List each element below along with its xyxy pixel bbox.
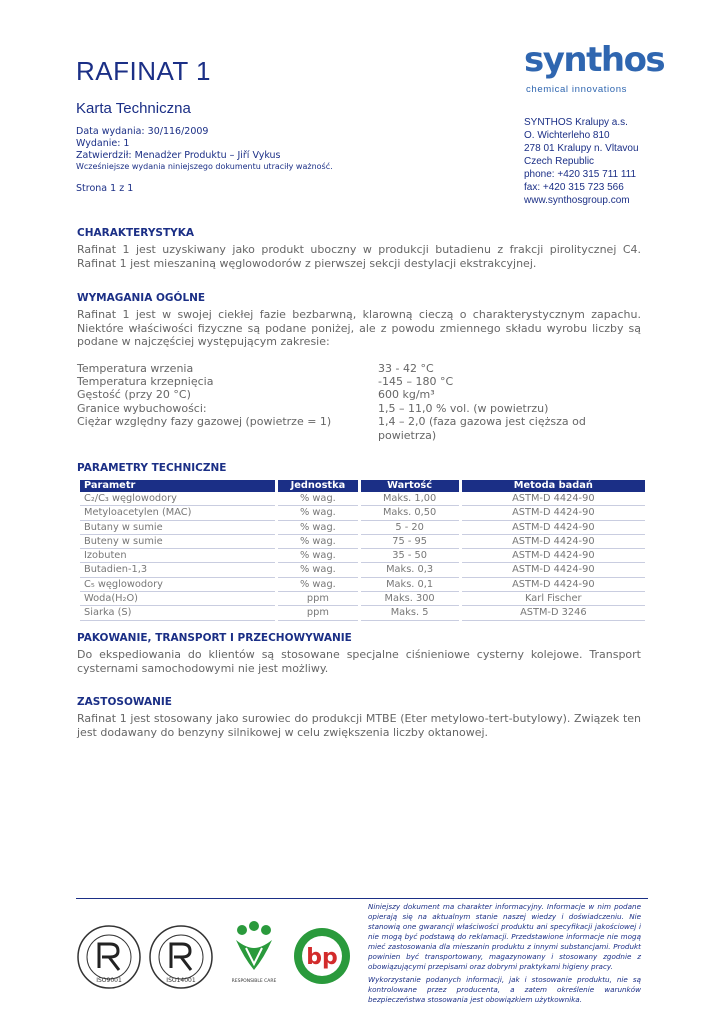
table-cell: ppm — [278, 592, 357, 606]
table-cell: Metyloacetylen (MAC) — [80, 506, 275, 520]
table-cell: ASTM-D 4424-90 — [462, 492, 645, 506]
section-heading-parametry: PARAMETRY TECHNICZNE — [77, 462, 227, 474]
table-cell: % wag. — [278, 563, 357, 577]
table-cell: % wag. — [278, 492, 357, 506]
edition: Wydanie: 1 — [76, 138, 130, 149]
address-line: 278 01 Kralupy n. Vltavou — [524, 143, 639, 154]
logo-text: bp — [306, 945, 338, 970]
table-cell: Buteny w sumie — [80, 535, 275, 549]
table-cell: ASTM-D 4424-90 — [462, 563, 645, 577]
address-fax: fax: +420 315 723 566 — [524, 182, 624, 193]
synthos-logo — [524, 40, 665, 102]
property-name: Temperatura wrzenia — [77, 362, 194, 375]
property-row — [77, 415, 647, 443]
company-address — [524, 116, 639, 207]
property-row — [77, 388, 647, 402]
seal-text: ISO14001 — [166, 977, 196, 984]
property-row — [77, 402, 647, 416]
table-cell: Maks. 300 — [361, 592, 459, 606]
table-cell: % wag. — [278, 549, 357, 563]
table-cell: % wag. — [278, 521, 357, 535]
table-row — [80, 535, 645, 549]
property-row — [77, 362, 647, 376]
logo-wordmark: synthos — [524, 40, 665, 80]
table-header-row — [80, 480, 645, 492]
table-cell: ppm — [278, 606, 357, 620]
property-value: 1,5 – 11,0 % vol. (w powietrzu) — [378, 402, 549, 415]
table-cell: ASTM-D 4424-90 — [462, 521, 645, 535]
table-cell: 35 - 50 — [361, 549, 459, 563]
table-cell: ASTM-D 4424-90 — [462, 506, 645, 520]
table-row — [80, 592, 645, 606]
property-value: 600 kg/m³ — [378, 388, 435, 401]
disclaimer-paragraph: Niniejszy dokument ma charakter informacyjny. Informacje w nim podane opierają się na aktualnym stanie naszej wiedzy i doświadczeniu. Nie stanowią one gwarancji właściwości produktu ani specyfikacji jakościowej i nie mogą być podstawą do reklamacji. Przedstawione informacje nie mogą mieć zastosowania dla mieszanin produktu z innymi substancjami. Produkt powinien być transportowany, magazynowany i stosowany zgodnie z obowiązującymi przepisami oraz dobrymi praktykami higieny pracy. — [368, 902, 641, 971]
column-header: Wartość — [361, 480, 459, 492]
document-title: RAFINAT 1 — [76, 56, 212, 86]
table-cell: Maks. 0,1 — [361, 578, 459, 592]
section-text-charakterystyka: Rafinat 1 jest uzyskiwany jako produkt uboczny w produkcji butadienu z frakcji pirolitycznej C4. Rafinat 1 jest mieszaniną węglowodorów z pierwszej sekcji destylacji ekstrakcyjnej. — [77, 243, 641, 270]
section-heading-charakterystyka: CHARAKTERYSTYKA — [77, 227, 195, 239]
supersede-note: Wcześniejsze wydania niniejszego dokumentu utraciły ważność. — [76, 162, 333, 171]
address-phone: phone: +420 315 711 111 — [524, 169, 637, 180]
table-cell: ASTM-D 3246 — [462, 606, 645, 620]
table-cell: Izobuten — [80, 549, 275, 563]
table-cell: Maks. 5 — [361, 606, 459, 620]
table-cell: % wag. — [278, 535, 357, 549]
property-name: Gęstość (przy 20 °C) — [77, 388, 191, 401]
iso14001-environment-seal-icon — [148, 924, 214, 990]
table-cell: % wag. — [278, 506, 357, 520]
property-name: Ciężar względny fazy gazowej (powietrze = 1) — [77, 415, 332, 428]
address-line: SYNTHOS Kralupy a.s. — [524, 117, 628, 128]
address-line: O. Wichterleho 810 — [524, 130, 610, 141]
approved-by: Zatwierdził: Menadżer Produktu – Jiří Vykus — [76, 150, 281, 161]
table-cell: C₂/C₃ węglowodory — [80, 492, 275, 506]
footer-divider — [76, 898, 648, 899]
table-row — [80, 563, 645, 577]
section-heading-pakowanie: PAKOWANIE, TRANSPORT I PRZECHOWYWANIE — [77, 632, 352, 644]
table-cell: ASTM-D 4424-90 — [462, 578, 645, 592]
iso9001-quality-seal-icon — [76, 924, 142, 990]
table-cell: Butadien-1,3 — [80, 563, 275, 577]
responsible-care-logo-icon — [224, 918, 284, 990]
table-cell: Karl Fischer — [462, 592, 645, 606]
property-name: Granice wybuchowości: — [77, 402, 207, 415]
table-row — [80, 506, 645, 520]
table-cell: Maks. 0,3 — [361, 563, 459, 577]
table-cell: ASTM-D 4424-90 — [462, 535, 645, 549]
column-header: Parametr — [80, 480, 275, 492]
section-heading-zastosowanie: ZASTOSOWANIE — [77, 696, 172, 708]
logo-tagline: chemical innovations — [526, 84, 628, 95]
property-value: 1,4 – 2,0 (faza gazowa jest cięższa od powietrza) — [378, 415, 586, 442]
section-text-pakowanie: Do ekspediowania do klientów są stosowane specjalne ciśnieniowe cysterny kolejowe. Transport cysternami samochodowymi nie jest możliwy. — [77, 648, 641, 675]
table-row — [80, 492, 645, 506]
table-cell: % wag. — [278, 578, 357, 592]
section-text-wymagania: Rafinat 1 jest w swojej ciekłej fazie bezbarwną, klarowną cieczą o charakterystycznym zapachu. Niektóre właściwości fizyczne są podane poniżej, ale z powodu zmiennego składu wyrobu liczby są podane w najczęściej występującym zakresie: — [77, 308, 641, 348]
table-cell: Siarka (S) — [80, 606, 275, 620]
issue-date: Data wydania: 30/116/2009 — [76, 126, 209, 137]
table-cell: Maks. 0,50 — [361, 506, 459, 520]
table-cell: Butany w sumie — [80, 521, 275, 535]
table-cell: ASTM-D 4424-90 — [462, 549, 645, 563]
section-heading-wymagania: WYMAGANIA OGÓLNE — [77, 292, 206, 304]
table-cell: 5 - 20 — [361, 521, 459, 535]
table-row — [80, 578, 645, 592]
table-row — [80, 606, 645, 620]
parameters-table — [77, 480, 648, 621]
property-value: 33 - 42 °C — [378, 362, 434, 375]
column-header: Metoda badań — [462, 480, 645, 492]
property-value: -145 – 180 °C — [378, 375, 454, 388]
page-number: Strona 1 z 1 — [76, 183, 134, 194]
logo-text: RESPONSIBLE CARE — [231, 979, 277, 984]
column-header: Jednostka — [278, 480, 357, 492]
section-text-zastosowanie: Rafinat 1 jest stosowany jako surowiec do produkcji MTBE (Eter metylowo-tert-butylowy). Związek ten jest dodawany do benzyny silnikowej w celu zwiększenia liczby oktanowej. — [77, 712, 641, 739]
table-cell: Maks. 1,00 — [361, 492, 459, 506]
disclaimer — [368, 902, 641, 1008]
table-row — [80, 521, 645, 535]
address-website[interactable]: www.synthosgroup.com — [524, 195, 630, 206]
bp-safety-enterprise-logo-icon — [288, 926, 356, 988]
address-line: Czech Republic — [524, 156, 595, 167]
table-cell: C₅ węglowodory — [80, 578, 275, 592]
table-cell: 75 - 95 — [361, 535, 459, 549]
table-row — [80, 549, 645, 563]
seal-text: ISO9001 — [96, 977, 122, 984]
table-cell: Woda(H₂O) — [80, 592, 275, 606]
disclaimer-paragraph: Wykorzystanie podanych informacji, jak i stosowanie produktu, nie są kontrolowane przez producenta, a zatem określenie warunków bezpieczeństwa stosowania jest obowiązkiem użytkownika. — [368, 975, 641, 1004]
document-subtitle: Karta Techniczna — [76, 100, 191, 117]
property-name: Temperatura krzepnięcia — [77, 375, 214, 388]
property-row — [77, 375, 647, 389]
